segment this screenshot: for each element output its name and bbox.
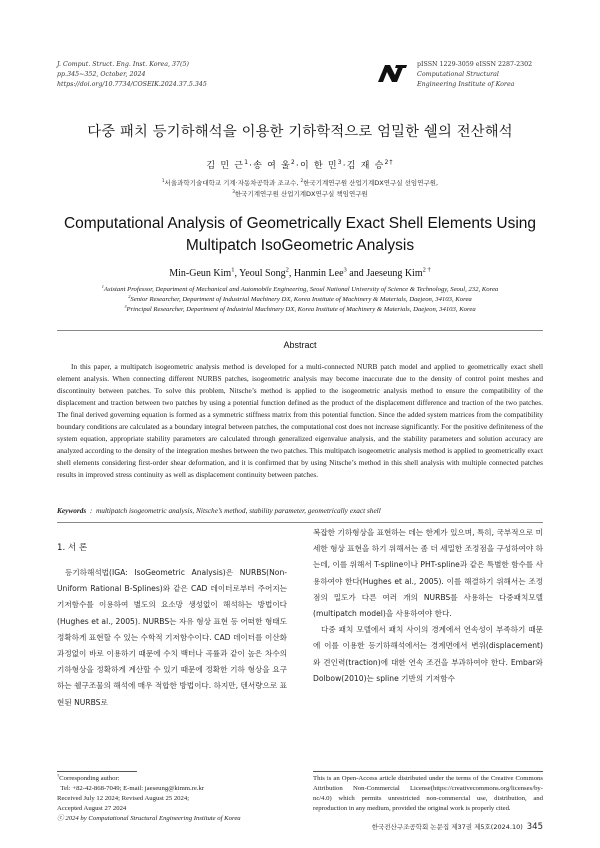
abstract-bottom-rule bbox=[57, 522, 543, 523]
affiliation-ko-3: 한국기계연구원 산업기계DX연구실 책임연구원 bbox=[234, 189, 368, 198]
keywords-label: Keywords bbox=[57, 506, 87, 515]
license-note: This is an Open-Access article distributed under the terms of the Creative Commons Attribution Non-Commercial License(https://creativecommons.org/licenses/by-nc/4.0) which permits unrestricted non-commercial use, distribution, and reproduction in any medium, provided the original work is properly cited. bbox=[313, 775, 543, 813]
footnote-rule-left bbox=[57, 771, 137, 772]
paper-title-english: Computational Analysis of Geometrically Exact Shell Elements Using Multipatch IsoGeometric Analysis bbox=[63, 215, 537, 254]
abstract-body: In this paper, a multipatch isogeometric analysis method is developed for a multi-connected NURB patch model and applied to geometrically exact shell element analysis. When connecting different NURBS patches, isogeometric analysis may become inaccurate due to the density of control point meshes and discontinuity between patches. To solve this problem, Nitsche’s method is applied to the isogeometric analysis method to ensure the compatibility of the displacement and traction between two patches by using a potential function defined as the product of the displacement difference and traction of the two patches. The final derived governing equation is formed as a symmetric stiffness matrix from this potential function. Since the added system matrices from the compatibility boundary conditions are calculated as a boundary integral between patches, the computational cost does not increase significantly. For the positive definiteness of the system equation, appropriate stability parameters are calculated through generalized eigenvalue analysis, and the stability parameters and solution accuracy are analyzed according to the density of the integration meshes between the two patches. This multipatch isogeometric analysis method is applied to geometrically exact shell elements considering first-order shear deformation, and it is confirmed that by using Nitsche’s method in this shell analysis with multiple connected patches results in improved stress continuity as well as displacement continuity between patches. bbox=[57, 362, 543, 480]
author-ko-3: 이 한 민$^3$ bbox=[299, 160, 343, 171]
issn-line: pISSN 1229-3059 eISSN 2287-2302 bbox=[417, 61, 533, 68]
author-en-2: Yeoul Song$^2$, bbox=[239, 266, 294, 279]
affiliation-en-1: $^1$Asistant Professor, Department of Mechanical and Automobile Engineering, Seoul National University of Science & Technology, Seoul, 232, Korea bbox=[101, 283, 499, 293]
author-en-4: Jaeseung Kim$^{2 \dagger}$ bbox=[366, 266, 431, 279]
journal-line: J. Comput. Struct. Eng. Inst. Korea, 37(5) bbox=[57, 61, 189, 68]
affiliation-ko-2: 한국기계연구원 산업기계DX연구실 선임연구원, bbox=[303, 179, 439, 187]
section-heading-introduction: 1. 서 론 bbox=[57, 543, 88, 553]
footer-journal: 한국전산구조공학회 논문집 제37권 제5호(2024.10) bbox=[371, 823, 523, 831]
author-ko-4: 김 재 승$^{2\dagger}$ bbox=[346, 160, 394, 171]
pages-line: pp.345~352, October, 2024 bbox=[57, 71, 146, 79]
author-ko-2: 송 여 울$^2$ bbox=[253, 160, 296, 171]
contact-info: Tel: +82-42-868-7049; E-mail: jaeseung@kimm.re.kr bbox=[60, 785, 205, 793]
affiliations-korean: $^1$서울과학기술대학교 기계·자동차공학과 조교수, $^2$한국기계연구원 산업기계DX연구실 선임연구원, $^3$한국기계연구원 산업기계DX연구실 책임연구원 bbox=[161, 177, 439, 198]
keywords-list: multipatch isogeometric analysis, Nitsche’s method, stability parameter, geometrically exact shell bbox=[95, 506, 381, 515]
abstract-heading: Abstract bbox=[283, 340, 317, 350]
affiliation-ko-1: 서울과학기술대학교 기계·자동차공학과 조교수, bbox=[164, 179, 301, 187]
abstract-top-rule bbox=[57, 330, 543, 331]
authors-korean: 김 민 근$^1$·송 여 울$^2$·이 한 민$^3$·김 재 승$^{2\dagger}$ bbox=[206, 160, 394, 171]
accepted-date: Accepted August 27 2024 bbox=[57, 805, 127, 813]
authors-english bbox=[0, 268, 600, 279]
page-footer bbox=[372, 822, 543, 832]
publisher-line-2: Engineering Institute of Korea bbox=[417, 81, 515, 89]
corresponding-author-note: †Corresponding author: Tel: +82-42-868-7049; E-mail: jaeseung@kimm.re.kr Received July 12 2024; Revised August 25 2024; Accepted August 27 2024 ⓒ 2024 by Computational Structural Engineering Institute of Korea bbox=[57, 774, 287, 824]
received-date: Received July 12 2024; Revised August 25 2024; bbox=[57, 795, 190, 803]
journal-citation bbox=[57, 60, 207, 91]
page-number: 345 bbox=[526, 822, 543, 832]
body-column-left: 등기하해석법(IGA: IsoGeometric Analysis)은 NURBS(Non-Uniform Rational B-Splines)와 같은 CAD 데이터로부터 주어지는 기저함수를 이용하여 별도의 요소망 생성없이 해석하는 방법이다(Hughes et al., 2005). NURBS는 자유 형상 표현 등 어떠한 형태도 정확하게 표현할 수 있는 수학적 기저함수이다. CAD 데이터를 이산화 과정없이 바로 이용하기 때문에 수치 백터나 곡률과 같이 높은 차수의 기하형상을 정확하게 계산할 수 있기 때문에 정확한 기하 형상을 요구하는 쉘구조물의 해석에 매우 적합한 방법이다. 하지만, 텐서량으로 표현된 NURBS로 bbox=[57, 568, 287, 707]
footnote-rule-right bbox=[313, 771, 543, 772]
affiliation-en-2: $^2$Senior Researcher, Department of Industrial Machinery DX, Korea Institute of Machinery & Materials, Daejeon, 34103, Korea bbox=[128, 293, 472, 303]
affiliations-english bbox=[0, 285, 600, 314]
author-ko-1: 김 민 근$^1$ bbox=[206, 160, 250, 171]
right-paragraph-1: 복잡한 기하형상을 표현하는 데는 한계가 있으며, 특히, 국부적으로 미세한 형상 표현을 하기 위해서는 좀 더 세밀한 조정점을 구성하여야 하는데, 이를 위해서 T-spline이나 PHT-spline과 같은 특별한 함수를 사용하여야 한다(Hughes et al., 2005). 이를 해결하기 위해서는 조정점의 밀도가 다른 여러 개의 NURBS를 사용하는 다중패치모델(multipatch model)을 사용하여야 한다. bbox=[313, 528, 543, 619]
copyright-line: ⓒ 2024 by Computational Structural Engineering Institute of Korea bbox=[57, 815, 241, 823]
body-column-right bbox=[313, 525, 543, 687]
author-en-3: Hanmin Lee$^3$ and bbox=[293, 266, 367, 279]
affiliation-en-3: $^3$Principal Researcher, Department of Industrial Machinery DX, Korea Institute of Machinery & Materials, Daejeon, 34103, Korea bbox=[124, 303, 476, 313]
coseik-logo-icon bbox=[376, 62, 408, 84]
publisher-info bbox=[417, 60, 532, 91]
paper-title-korean: 다중 패치 등기하해석을 이용한 기하학적으로 엄밀한 쉘의 전산해석 bbox=[87, 124, 513, 140]
right-paragraph-2: 다중 패치 모델에서 패치 사이의 경계에서 연속성이 부족하기 때문에 이를 이용한 등기하해석에서는 경계면에서 변위(displacement)와 견인력(traction)에 대한 연속 조건을 부과하여야 한다. Embar와 Dolbow(2010)는 spline 기반의 기저함수 bbox=[313, 625, 543, 683]
publisher-line-1: Computational Structural bbox=[417, 71, 499, 79]
doi-link[interactable]: https://doi.org/10.7734/COSEIK.2024.37.5.345 bbox=[57, 81, 207, 89]
keywords: Keywords : multipatch isogeometric analysis, Nitsche’s method, stability parameter, geometrically exact shell bbox=[57, 506, 381, 515]
author-en-1: Min-Geun Kim$^1$, bbox=[169, 266, 240, 279]
